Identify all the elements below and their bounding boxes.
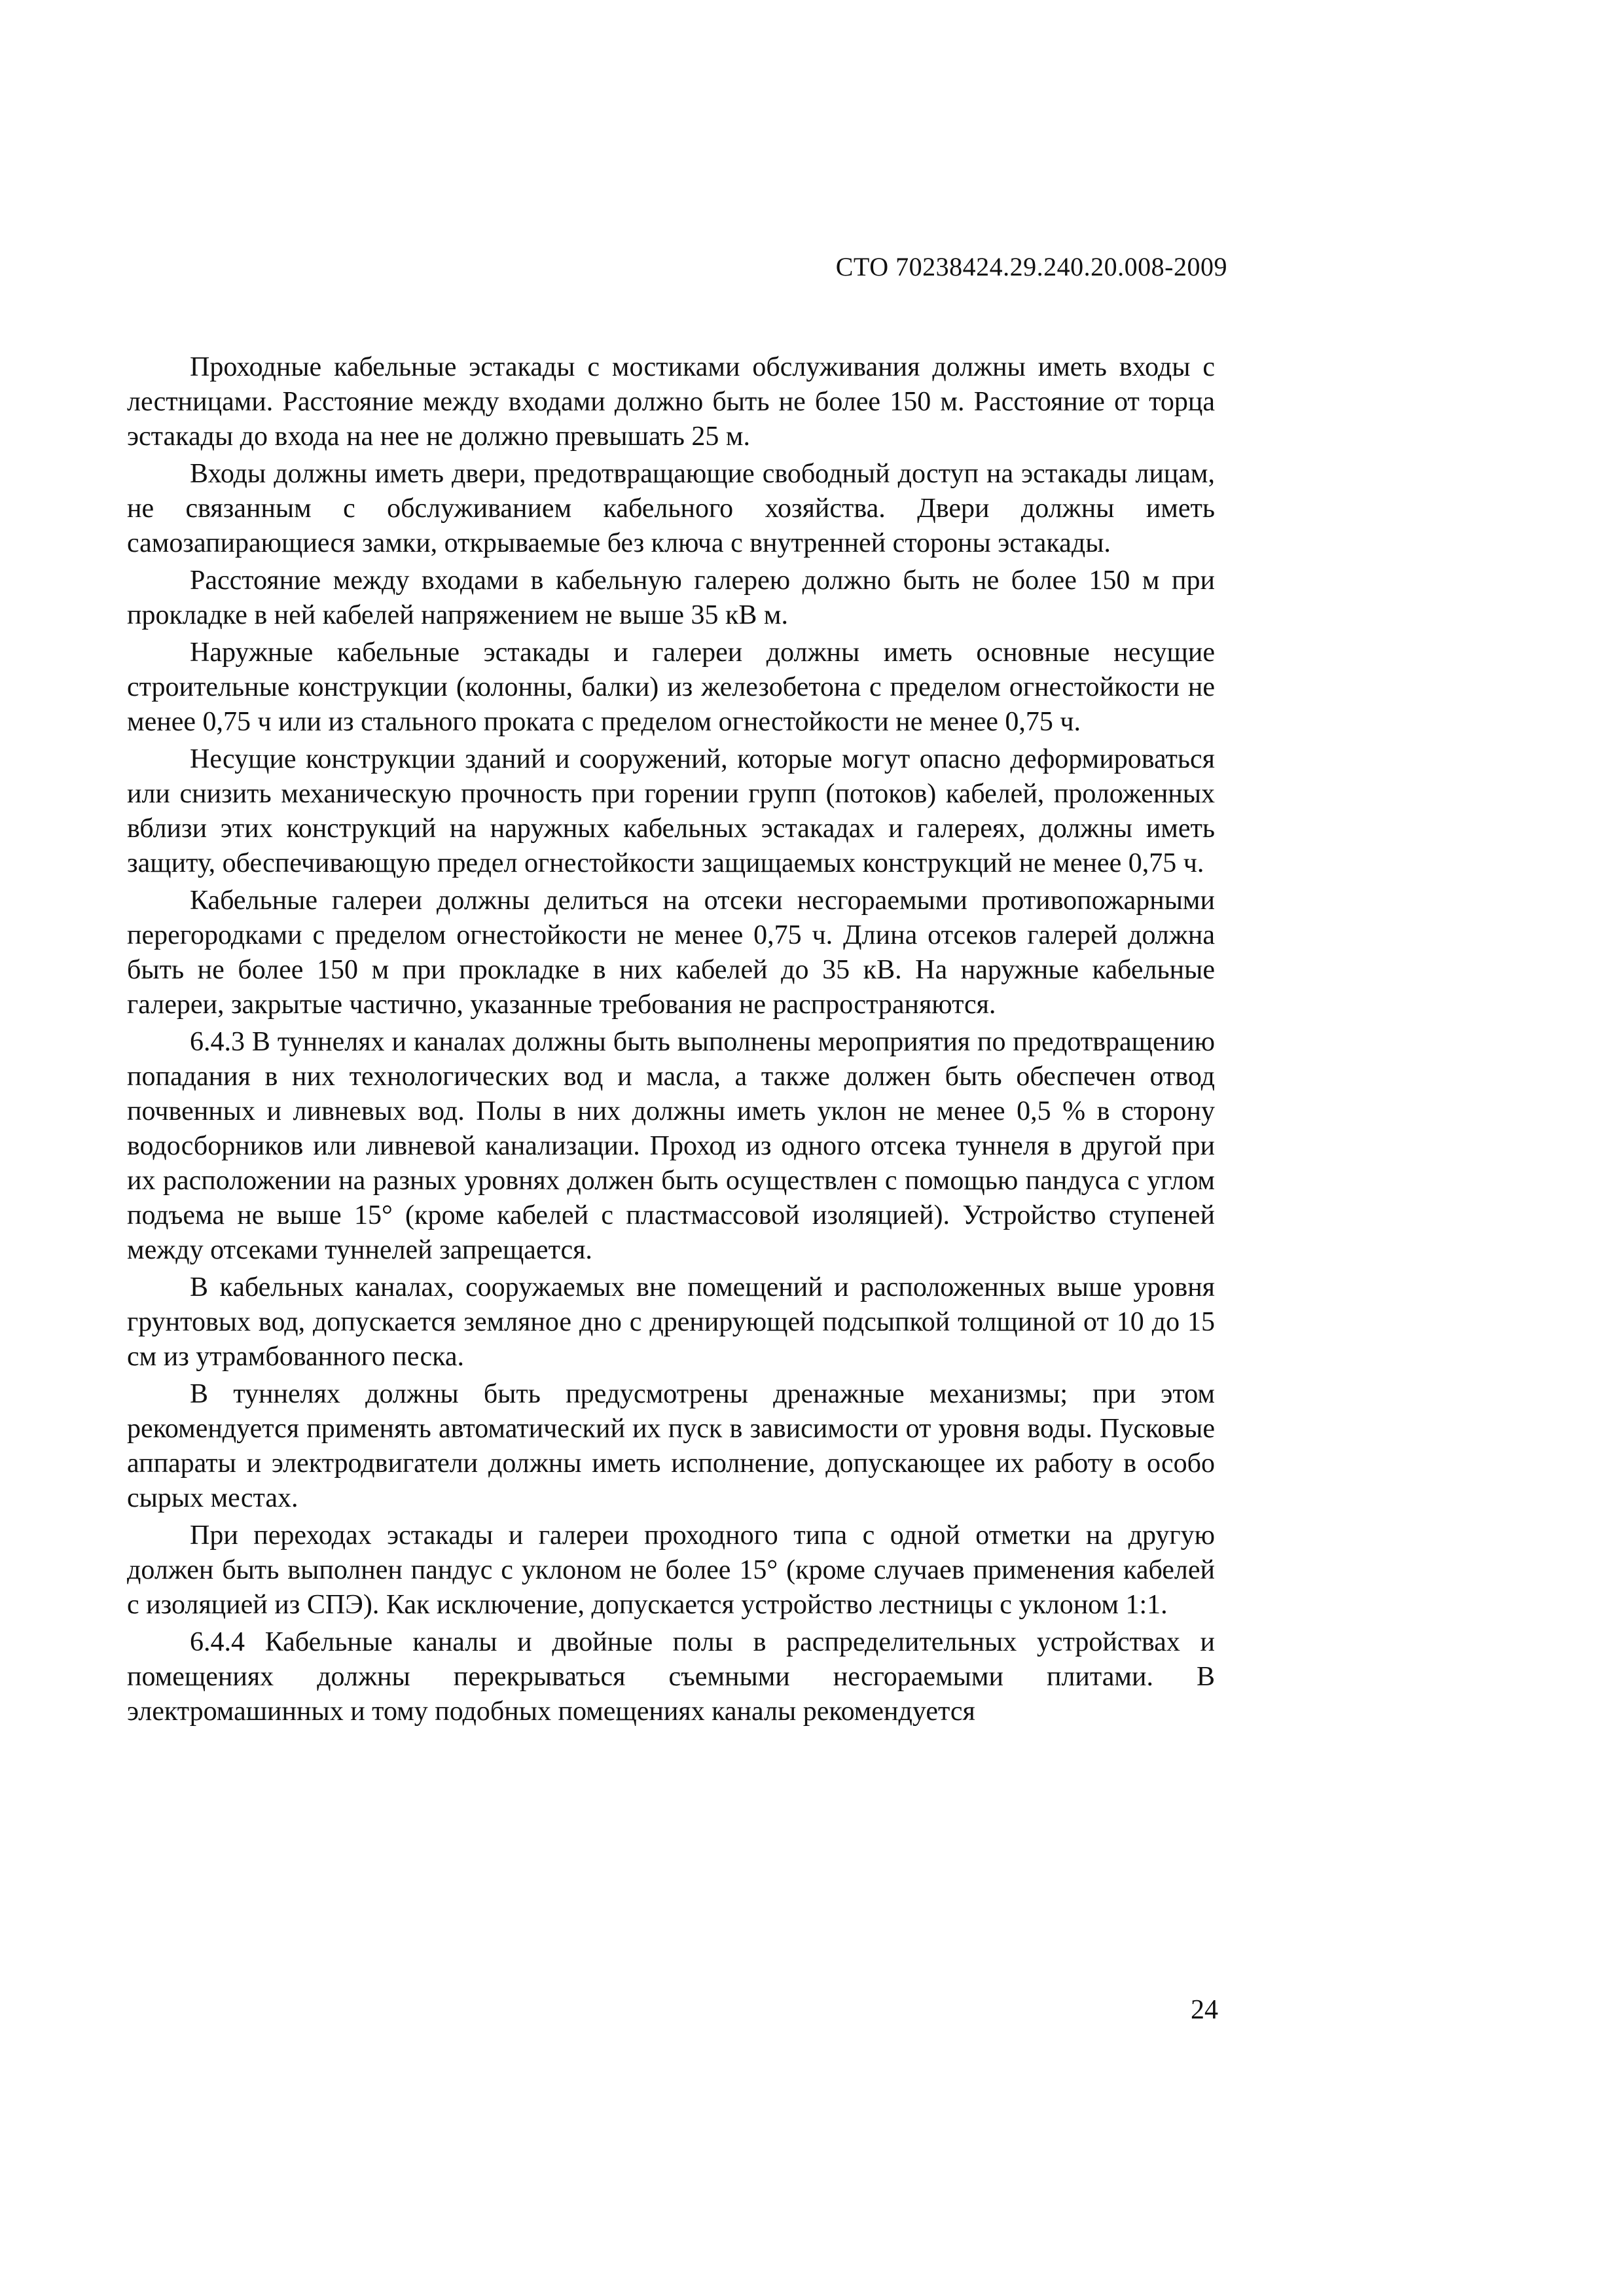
paragraph: 6.4.3 В туннелях и каналах должны быть выполнены мероприятия по предотвращению попадания в них технологических вод и масла, а также должен быть обеспечен отвод почвенных и ливневых вод. Полы в них должны иметь уклон не менее 0,5 % в сторону водосборников или ливневой канализации. Проход из одного отсека туннеля в другой при их расположении на разных уровнях должен быть осуществлен с помощью пандуса с углом подъема не выше 15° (кроме кабелей с пластмассовой изоляцией). Устройство ступеней между отсеками туннелей запрещается.	[127, 1027, 1215, 1265]
document-code-header: СТО 70238424.29.240.20.008-2009	[835, 252, 1227, 281]
paragraph: При переходах эстакады и галереи проходного типа с одной отметки на другую должен быть выполнен пандус с уклоном не более 15° (кроме случаев применения кабелей с изоляцией из СПЭ). Как исключение, допускается устройство лестницы с уклоном 1:1.	[127, 1520, 1215, 1620]
paragraph: Проходные кабельные эстакады с мостиками обслуживания должны иметь входы с лестницами. Расстояние между входами должно быть не более 150 м. Расстояние от торца эстакады до входа на нее не должно превышать 25 м.	[127, 352, 1215, 452]
paragraph: Несущие конструкции зданий и сооружений, которые могут опасно деформироваться или снизить механическую прочность при горении групп (потоков) кабелей, проложенных вблизи этих конструкций на наружных кабельных эстакадах и галереях, должны иметь защиту, обеспечивающую предел огнестойкости защищаемых конструкций не менее 0,75 ч.	[127, 744, 1215, 878]
paragraph: В кабельных каналах, сооружаемых вне помещений и расположенных выше уровня грунтовых вод, допускается земляное дно с дренирующей подсыпкой толщиной от 10 до 15 см из утрамбованного песка.	[127, 1272, 1215, 1372]
paragraph: Кабельные галереи должны делиться на отсеки несгораемыми противопожарными перегородками с пределом огнестойкости не менее 0,75 ч. Длина отсеков галерей должна быть не более 150 м при прокладке в них кабелей до 35 кВ. На наружные кабельные галереи, закрытые частично, указанные требования не распространяются.	[127, 886, 1215, 1020]
paragraph: Наружные кабельные эстакады и галереи должны иметь основные несущие строительные конструкции (колонны, балки) из железобетона с пределом огнестойкости не менее 0,75 ч или из стального проката с пределом огнестойкости не менее 0,75 ч.	[127, 637, 1215, 737]
paragraph: Входы должны иметь двери, предотвращающие свободный доступ на эстакады лицам, не связанным с обслуживанием кабельного хозяйства. Двери должны иметь самозапирающиеся замки, открываемые без ключа с внутренней стороны эстакады.	[127, 459, 1215, 558]
paragraph: Расстояние между входами в кабельную галерею должно быть не более 150 м при прокладке в ней кабелей напряжением не выше 35 кВ м.	[127, 565, 1215, 630]
paragraph: 6.4.4 Кабельные каналы и двойные полы в распределительных устройствах и помещениях должны перекрываться съемными несгораемыми плитами. В электромашинных и тому подобных помещениях каналы рекомендуется	[127, 1627, 1215, 1727]
paragraph: В туннелях должны быть предусмотрены дренажные механизмы; при этом рекомендуется применять автоматический их пуск в зависимости от уровня воды. Пусковые аппараты и электродвигатели должны иметь исполнение, допускающее их работу в особо сырых местах.	[127, 1379, 1215, 1513]
document-body	[127, 350, 1215, 1732]
page-number: 24	[1191, 1995, 1218, 2025]
